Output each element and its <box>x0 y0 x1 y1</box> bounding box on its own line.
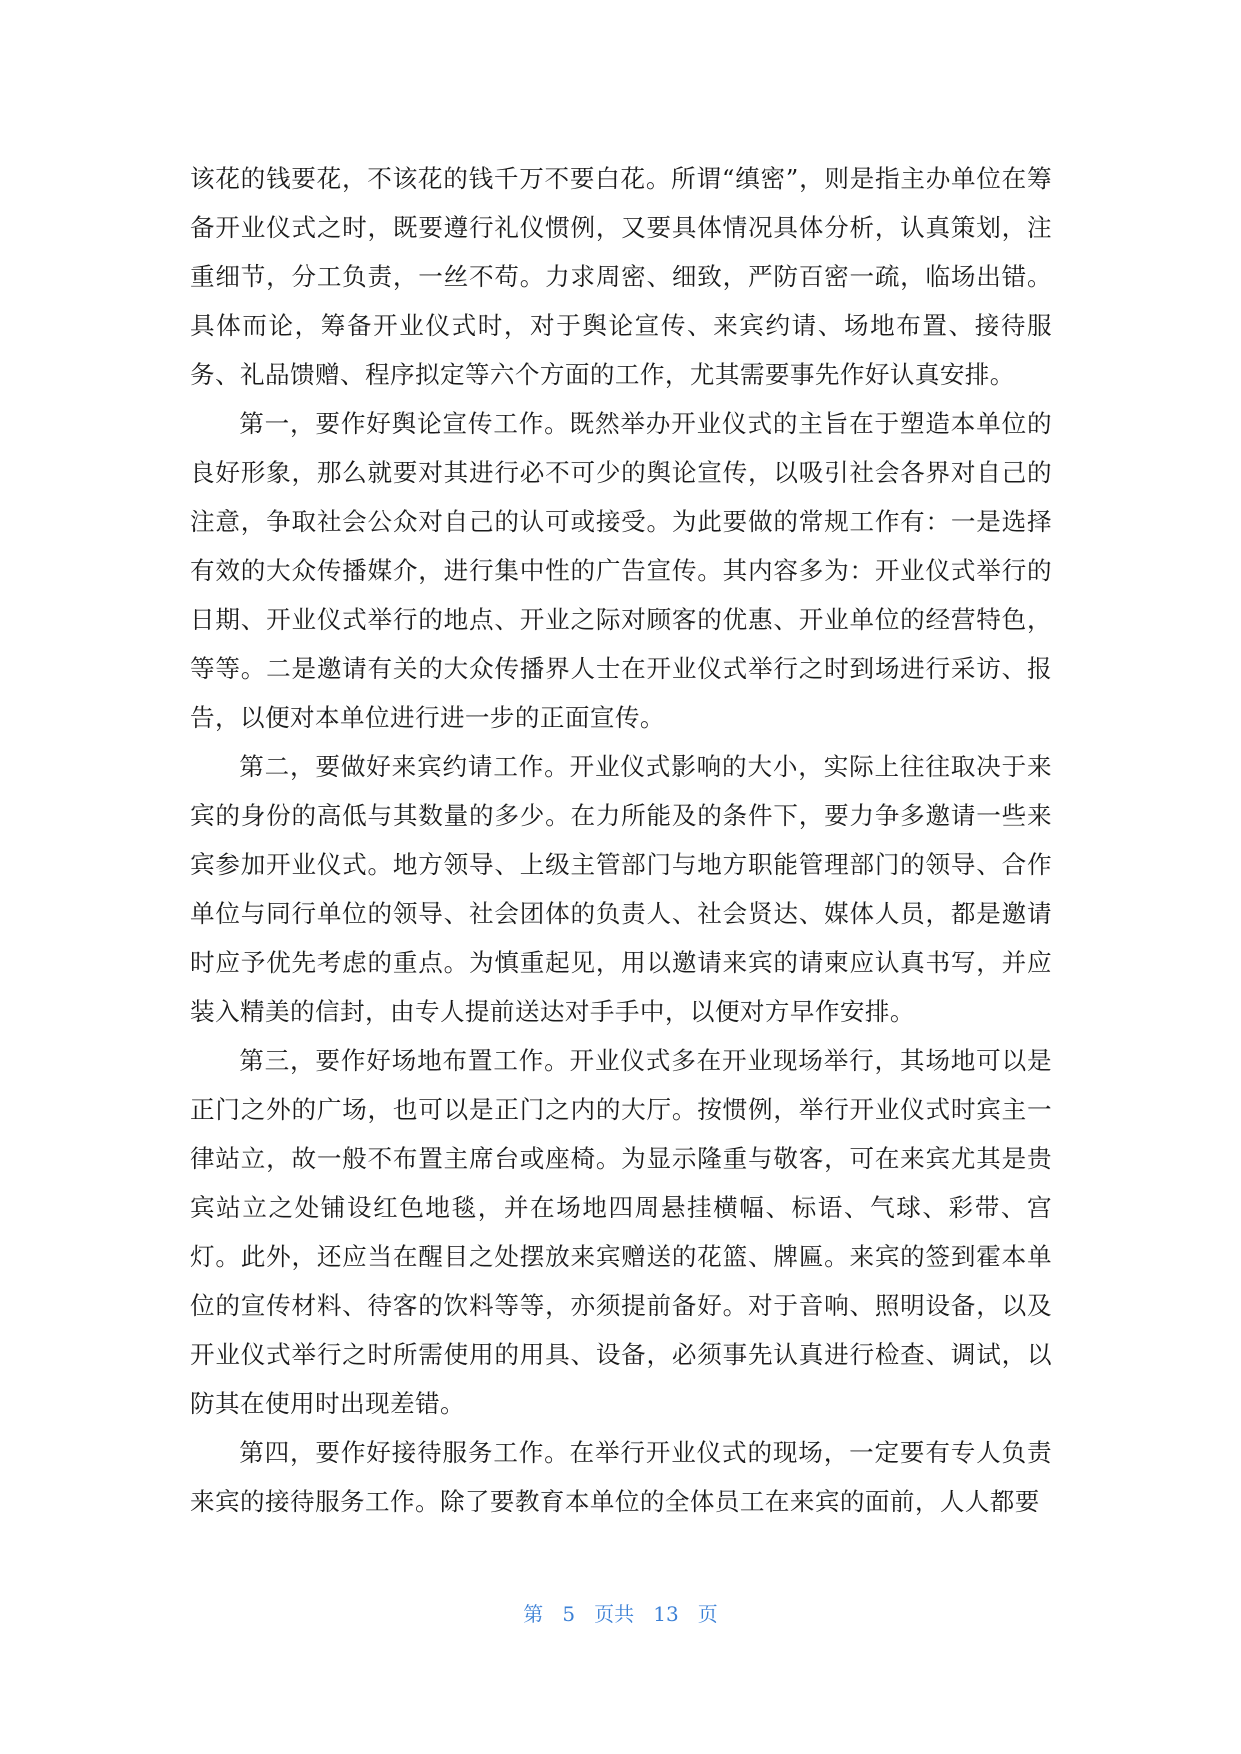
paragraph-5: 第四，要作好接待服务工作。在举行开业仪式的现场，一定要有专人负责来宾的接待服务工作。除了要教育本单位的全体员工在来宾的面前，人人都要 <box>190 1438 1052 1516</box>
total-pages-number: 13 <box>653 1602 679 1626</box>
paragraph-2: 第一，要作好舆论宣传工作。既然举办开业仪式的主旨在于塑造本单位的良好形象，那么就要对其进行必不可少的舆论宣传，以吸引社会各界对自己的注意，争取社会公众对自己的认可或接受。为此要做的常规工作有：一是选择有效的大众传播媒介，进行集中性的广告宣传。其内容多为：开业仪式举行的日期、开业仪式举行的地点、开业之际对顾客的优惠、开业单位的经营特色，等等。二是邀请有关的大众传播界人士在开业仪式举行之时到场进行采访、报告，以便对本单位进行进一步的正面宣传。 <box>190 409 1052 732</box>
paragraph-3: 第二，要做好来宾约请工作。开业仪式影响的大小，实际上往往取决于来宾的身份的高低与其数量的多少。在力所能及的条件下，要力争多邀请一些来宾参加开业仪式。地方领导、上级主管部门与地方职能管理部门的领导、合作单位与同行单位的领导、社会团体的负责人、社会贤达、媒体人员，都是邀请时应予优先考虑的重点。为慎重起见，用以邀请来宾的请柬应认真书写，并应装入精美的信封，由专人提前送达对手手中，以便对方早作安排。 <box>190 752 1052 1026</box>
paragraph-1: 该花的钱要花，不该花的钱千万不要白花。所谓“缜密”，则是指主办单位在筹备开业仪式之时，既要遵行礼仪惯例，又要具体情况具体分析，认真策划，注重细节，分工负责，一丝不苟。力求周密、细致，严防百密一疏，临场出错。具体而论，筹备开业仪式时，对于舆论宣传、来宾约请、场地布置、接待服务、礼品馈赠、程序拟定等六个方面的工作，尤其需要事先作好认真安排。 <box>190 164 1052 389</box>
footer-middle: 页共 <box>594 1602 635 1626</box>
footer-prefix: 第 <box>523 1602 544 1626</box>
document-body <box>190 154 1052 1526</box>
page-number-footer <box>0 1598 1241 1627</box>
paragraph-4: 第三，要作好场地布置工作。开业仪式多在开业现场举行，其场地可以是正门之外的广场，也可以是正门之内的大厅。按惯例，举行开业仪式时宾主一律站立，故一般不布置主席台或座椅。为显示隆重与敬客，可在来宾尤其是贵宾站立之处铺设红色地毯，并在场地四周悬挂横幅、标语、气球、彩带、宫灯。此外，还应当在醒目之处摆放来宾赠送的花篮、牌匾。来宾的签到霍本单位的宣传材料、待客的饮料等等，亦须提前备好。对于音响、照明设备，以及开业仪式举行之时所需使用的用具、设备，必须事先认真进行检查、调试，以防其在使用时出现差错。 <box>190 1046 1052 1418</box>
footer-suffix: 页 <box>697 1602 718 1626</box>
current-page-number: 5 <box>562 1602 576 1626</box>
